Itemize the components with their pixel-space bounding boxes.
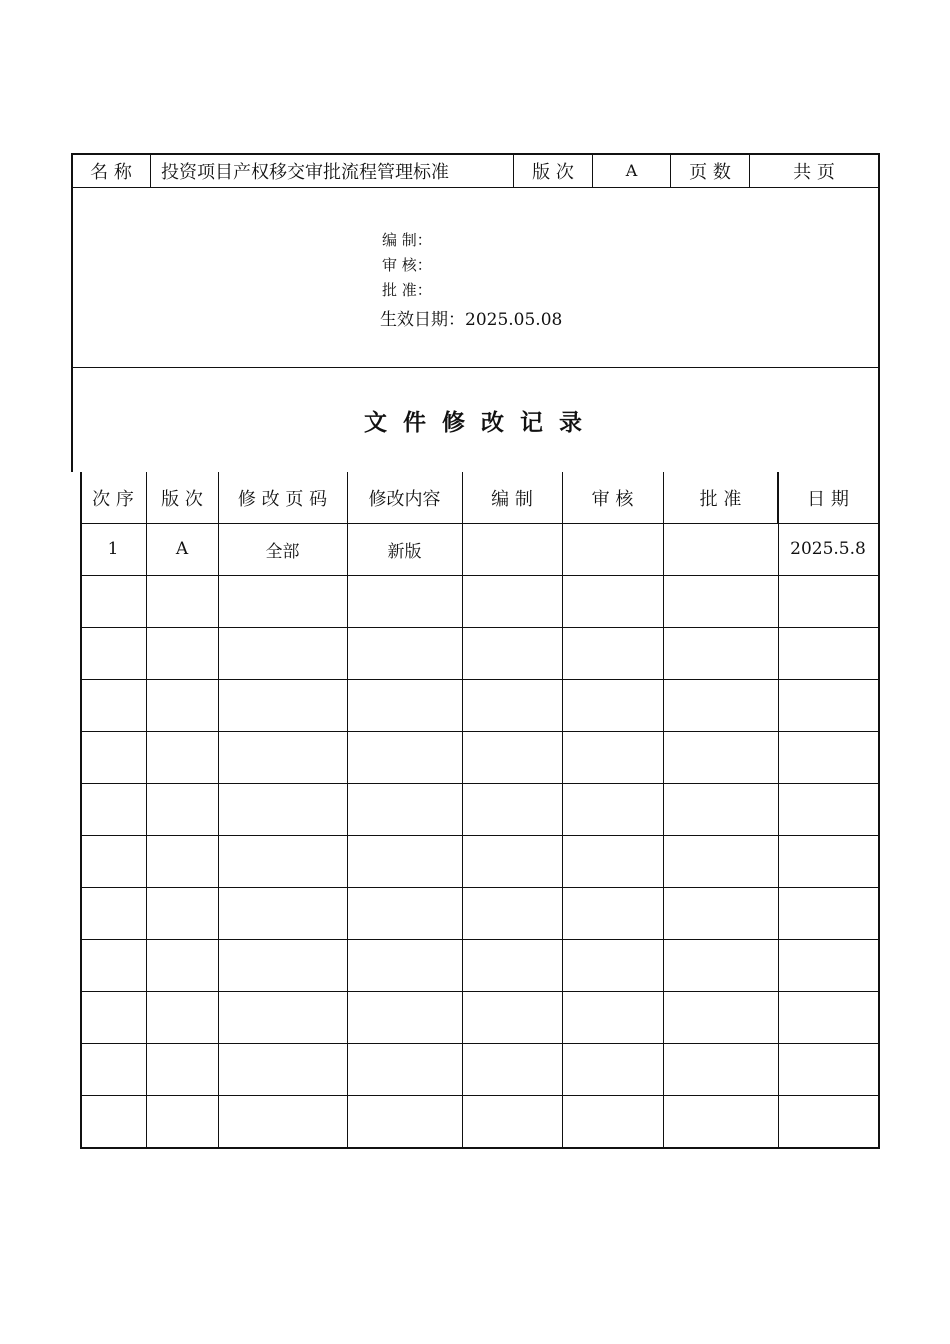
table-cell <box>778 627 878 679</box>
table-cell <box>146 1043 218 1095</box>
name-label: 名 称 <box>90 161 132 183</box>
table-cell <box>347 679 462 731</box>
table-cell <box>347 991 462 1043</box>
pages-label: 页 数 <box>689 161 731 183</box>
table-cell <box>663 835 778 887</box>
table-cell <box>80 783 146 835</box>
table-cell <box>462 939 562 991</box>
table-cell <box>218 627 347 679</box>
table-cell <box>462 835 562 887</box>
table-cell <box>80 939 146 991</box>
table-cell <box>778 1043 878 1095</box>
table-cell <box>347 1043 462 1095</box>
header-bottom-border <box>71 187 880 188</box>
table-cell <box>146 991 218 1043</box>
table-cell <box>347 783 462 835</box>
table-cell <box>80 731 146 783</box>
table-cell <box>562 731 663 783</box>
frame-right-border <box>878 153 880 1148</box>
table-cell <box>562 1043 663 1095</box>
table-cell <box>218 731 347 783</box>
table-cell <box>663 1043 778 1095</box>
table-cell <box>778 679 878 731</box>
table-cell <box>663 1095 778 1147</box>
table-cell <box>146 887 218 939</box>
table-cell <box>347 1095 462 1147</box>
table-cell <box>778 991 878 1043</box>
table-header-cell: 批 准 <box>699 488 742 510</box>
revision-record-title: 文 件 修 改 记 录 <box>363 410 587 436</box>
table-cell <box>80 835 146 887</box>
document-name: 投资项目产权移交审批流程管理标准 <box>161 161 449 183</box>
table-cell <box>218 887 347 939</box>
table-cell <box>663 991 778 1043</box>
table-cell <box>462 1095 562 1147</box>
table-cell <box>663 783 778 835</box>
table-cell: 全部 <box>265 541 300 562</box>
table-cell <box>562 887 663 939</box>
table-cell <box>462 887 562 939</box>
table-cell <box>462 627 562 679</box>
table-cell: 1 <box>107 539 119 559</box>
table-cell <box>663 731 778 783</box>
table-cell <box>562 575 663 627</box>
table-cell <box>80 627 146 679</box>
table-cell <box>462 575 562 627</box>
table-cell <box>778 783 878 835</box>
table-header-cell: 次 序 <box>92 488 134 510</box>
table-cell <box>146 783 218 835</box>
table-cell <box>462 523 562 575</box>
table-cell <box>778 1095 878 1147</box>
table-header-cell: 修改内容 <box>368 488 441 510</box>
table-header-cell: 修 改 页 码 <box>237 488 328 510</box>
table-cell <box>218 1095 347 1147</box>
table-cell <box>146 939 218 991</box>
table-cell <box>80 991 146 1043</box>
table-cell <box>462 991 562 1043</box>
table-cell <box>347 731 462 783</box>
table-cell <box>778 939 878 991</box>
table-cell: 2025.5.8 <box>790 539 866 559</box>
table-cell <box>778 887 878 939</box>
table-row-line <box>80 1147 880 1149</box>
table-cell <box>218 835 347 887</box>
table-cell <box>663 887 778 939</box>
approved-by-label: 批 准： <box>382 281 432 299</box>
table-cell <box>218 991 347 1043</box>
table-cell <box>80 1043 146 1095</box>
table-cell <box>562 1095 663 1147</box>
table-header-cell: 版 次 <box>161 488 203 510</box>
table-cell <box>778 835 878 887</box>
table-cell <box>146 731 218 783</box>
table-cell <box>80 887 146 939</box>
table-cell <box>146 835 218 887</box>
table-cell <box>562 835 663 887</box>
table-cell <box>218 783 347 835</box>
table-cell <box>146 627 218 679</box>
table-cell <box>462 731 562 783</box>
pages-value: 共 页 <box>793 161 835 183</box>
table-cell <box>146 1095 218 1147</box>
table-cell <box>462 783 562 835</box>
table-cell <box>80 575 146 627</box>
table-cell <box>562 991 663 1043</box>
table-header-cell: 编 制 <box>491 488 533 510</box>
table-cell <box>462 679 562 731</box>
prepared-by-label: 编 制： <box>382 231 432 249</box>
table-cell <box>663 679 778 731</box>
table-cell <box>663 627 778 679</box>
table-cell <box>562 783 663 835</box>
table-cell <box>562 939 663 991</box>
version-value: A <box>625 161 638 180</box>
table-cell <box>218 1043 347 1095</box>
table-cell <box>663 575 778 627</box>
approval-bottom-border <box>71 367 880 368</box>
table-cell <box>562 679 663 731</box>
reviewed-by-label: 审 核： <box>382 256 432 274</box>
table-cell <box>218 939 347 991</box>
table-cell <box>347 835 462 887</box>
table-cell <box>146 679 218 731</box>
version-label: 版 次 <box>532 161 574 183</box>
table-cell <box>562 523 663 575</box>
table-cell <box>347 887 462 939</box>
table-cell <box>778 575 878 627</box>
table-cell <box>218 575 347 627</box>
table-cell <box>562 627 663 679</box>
effective-date: 生效日期：2025.05.08 <box>380 310 563 330</box>
table-cell <box>80 1095 146 1147</box>
table-cell <box>663 939 778 991</box>
table-cell <box>146 575 218 627</box>
table-cell <box>347 939 462 991</box>
table-cell <box>347 575 462 627</box>
table-cell: A <box>175 539 189 559</box>
table-header-cell: 审 核 <box>591 488 634 510</box>
table-cell: 新版 <box>387 541 422 562</box>
table-cell <box>462 1043 562 1095</box>
table-cell <box>80 679 146 731</box>
table-header-cell: 日 期 <box>807 488 849 510</box>
table-cell <box>663 523 778 575</box>
table-cell <box>347 627 462 679</box>
table-cell <box>218 679 347 731</box>
table-cell <box>778 731 878 783</box>
